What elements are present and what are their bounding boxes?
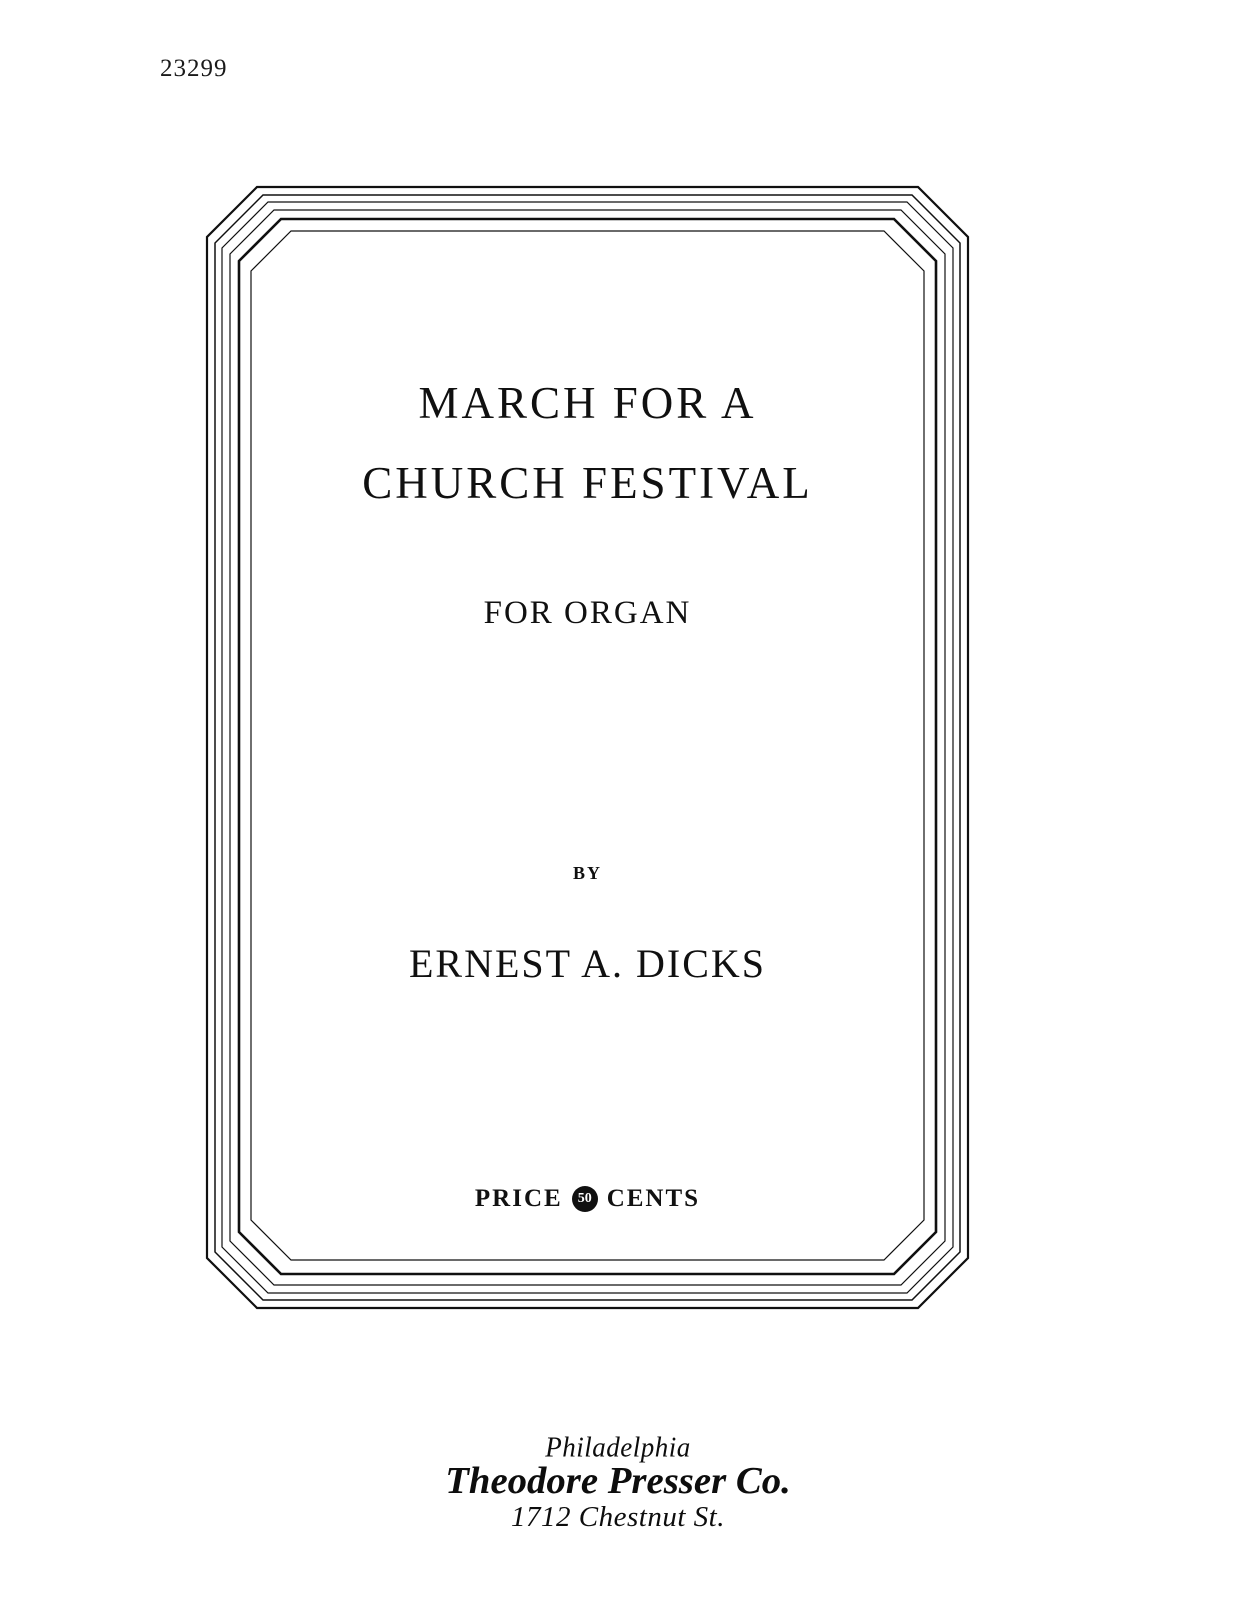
page-title-line-1: MARCH FOR A	[418, 378, 757, 428]
price-prefix-label: PRICE	[474, 1185, 563, 1212]
publisher-imprint	[0, 1432, 1236, 1534]
instrument-subtitle: FOR ORGAN	[483, 595, 692, 631]
plate-number: 23299	[160, 55, 228, 82]
price-coin-badge: 50	[572, 1186, 598, 1212]
by-label: BY	[572, 863, 602, 883]
page-title-line-2: CHURCH FESTIVAL	[362, 458, 813, 508]
imprint-city: Philadelphia	[545, 1431, 691, 1463]
imprint-publisher: Theodore Presser Co.	[445, 1460, 791, 1502]
composer-name: ERNEST A. DICKS	[408, 941, 767, 986]
price-suffix-label: CENTS	[606, 1185, 701, 1212]
imprint-address: 1712 Chestnut St.	[511, 1501, 725, 1533]
price-line	[205, 1185, 970, 1213]
cover-title-block	[205, 185, 970, 1310]
